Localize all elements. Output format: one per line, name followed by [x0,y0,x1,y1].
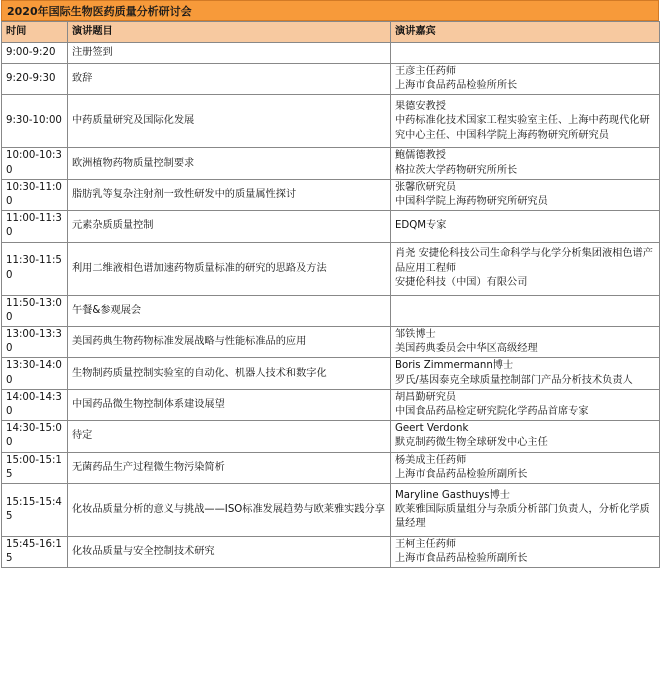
topic-cell: 中药质量研究及国际化发展 [68,95,391,148]
topic-cell: 注册签到 [68,43,391,64]
time-cell: 13:00-13:30 [2,327,68,358]
topic-cell: 午餐&参观展会 [68,295,391,326]
speaker-name: 王彦主任药师 [395,66,457,77]
speaker-name: EDQM专家 [395,220,447,232]
agenda-row [2,537,660,568]
topic-cell: 待定 [68,421,391,452]
topic-cell: 无菌药品生产过程微生物污染简析 [68,452,391,483]
agenda-row [2,64,660,95]
speaker-cell [391,358,660,389]
speaker-affiliation: 美国药典委员会中华区高级经理 [395,343,538,355]
speaker-name: 胡昌勤研究员 [395,391,457,403]
speaker-affiliation: 默克制药微生物全球研发中心主任 [395,437,548,449]
speaker-affiliation: 罗氏/基因泰克全球质量控制部门产品分析技术负责人 [395,374,633,386]
speaker-affiliation: 中国科学院上海药物研究所研究员 [395,196,548,208]
topic-cell: 美国药典生物药物标准发展战略与性能标准品的应用 [68,327,391,358]
time-cell: 10:30-11:00 [2,179,68,210]
speaker-name: 邹铁博士 [395,329,436,341]
speaker-cell [391,242,660,295]
topic-cell: 利用二维液相色谱加速药物质量标准的研究的思路及方法 [68,242,391,295]
time-cell: 15:00-15:15 [2,452,68,483]
time-cell: 9:00-9:20 [2,43,68,64]
topic-cell: 元素杂质质量控制 [68,211,391,242]
agenda-row [2,211,660,242]
speaker-cell [391,211,660,242]
agenda-row [2,421,660,452]
speaker-name: 肖尧 安捷伦科技公司生命科学与化学分析集团液相色谱产品应用工程师 [395,248,653,274]
speaker-cell [391,421,660,452]
speaker-cell [391,295,660,326]
speaker-affiliation: 上海市食品药品检验所所长 [395,80,518,92]
topic-cell: 中国药品微生物控制体系建设展望 [68,389,391,420]
topic-cell: 化妆品质量分析的意义与挑战——ISO标准发展趋势与欧莱雅实践分享 [68,484,391,537]
speaker-cell [391,64,660,95]
speaker-cell [391,389,660,420]
agenda-row [2,95,660,148]
time-cell: 14:30-15:00 [2,421,68,452]
agenda-row [2,452,660,483]
topic-cell: 化妆品质量与安全控制技术研究 [68,537,391,568]
agenda-title: 2020年国际生物医药质量分析研讨会 [1,0,659,21]
speaker-name: Geert Verdonk [395,423,469,435]
speaker-name: 鲍儒德教授 [395,150,446,162]
agenda-row [2,43,660,64]
agenda [1,0,659,568]
time-cell: 11:50-13:00 [2,295,68,326]
speaker-cell [391,537,660,568]
speaker-name: 王柯主任药师 [395,539,457,551]
speaker-name: Maryline Gasthuys博士 [395,489,510,501]
speaker-cell [391,484,660,537]
time-cell: 9:20-9:30 [2,64,68,95]
speaker-name: 张馨欣研究员 [395,181,457,193]
time-cell: 11:30-11:50 [2,242,68,295]
agenda-row [2,358,660,389]
time-cell: 14:00-14:30 [2,389,68,420]
header-topic: 演讲题目 [68,22,391,43]
speaker-affiliation: 欧莱雅国际质量组分与杂质分析部门负责人，分析化学质量经理 [395,503,650,530]
speaker-cell [391,179,660,210]
speaker-cell [391,95,660,148]
header-speaker: 演讲嘉宾 [391,22,660,43]
time-cell: 10:00-10:30 [2,148,68,179]
time-cell: 9:30-10:00 [2,95,68,148]
header-time: 时间 [2,22,68,43]
speaker-name: 果德安教授 [395,101,446,113]
speaker-affiliation: 安捷伦科技（中国）有限公司 [395,276,528,288]
speaker-cell [391,452,660,483]
time-cell: 11:00-11:30 [2,211,68,242]
agenda-row [2,327,660,358]
topic-cell: 脂肪乳等复杂注射剂一致性研发中的质量属性探讨 [68,179,391,210]
agenda-table [1,21,660,568]
speaker-cell [391,148,660,179]
agenda-row [2,179,660,210]
speaker-affiliation: 格拉茨大学药物研究所所长 [395,164,518,176]
agenda-row [2,295,660,326]
speaker-cell [391,43,660,64]
time-cell: 15:45-16:15 [2,537,68,568]
topic-cell: 生物制药质量控制实验室的自动化、机器人技术和数字化 [68,358,391,389]
time-cell: 15:15-15:45 [2,484,68,537]
agenda-row [2,389,660,420]
agenda-row [2,484,660,537]
agenda-row [2,242,660,295]
time-cell: 13:30-14:00 [2,358,68,389]
speaker-name: Boris Zimmermann博士 [395,360,514,372]
speaker-affiliation: 中国食品药品检定研究院化学药品首席专家 [395,406,589,418]
header-row [2,22,660,43]
speaker-affiliation: 上海市食品药品检验所副所长 [395,468,528,480]
topic-cell: 致辞 [68,64,391,95]
speaker-cell [391,327,660,358]
speaker-affiliation: 上海市食品药品检验所副所长 [395,553,528,565]
speaker-affiliation: 中药标准化技术国家工程实验室主任、上海中药现代化研究中心主任、中国科学院上海药物研究所研究员 [395,115,650,141]
topic-cell: 欧洲植物药物质量控制要求 [68,148,391,179]
speaker-name: 杨美成主任药师 [395,454,467,466]
agenda-row [2,148,660,179]
